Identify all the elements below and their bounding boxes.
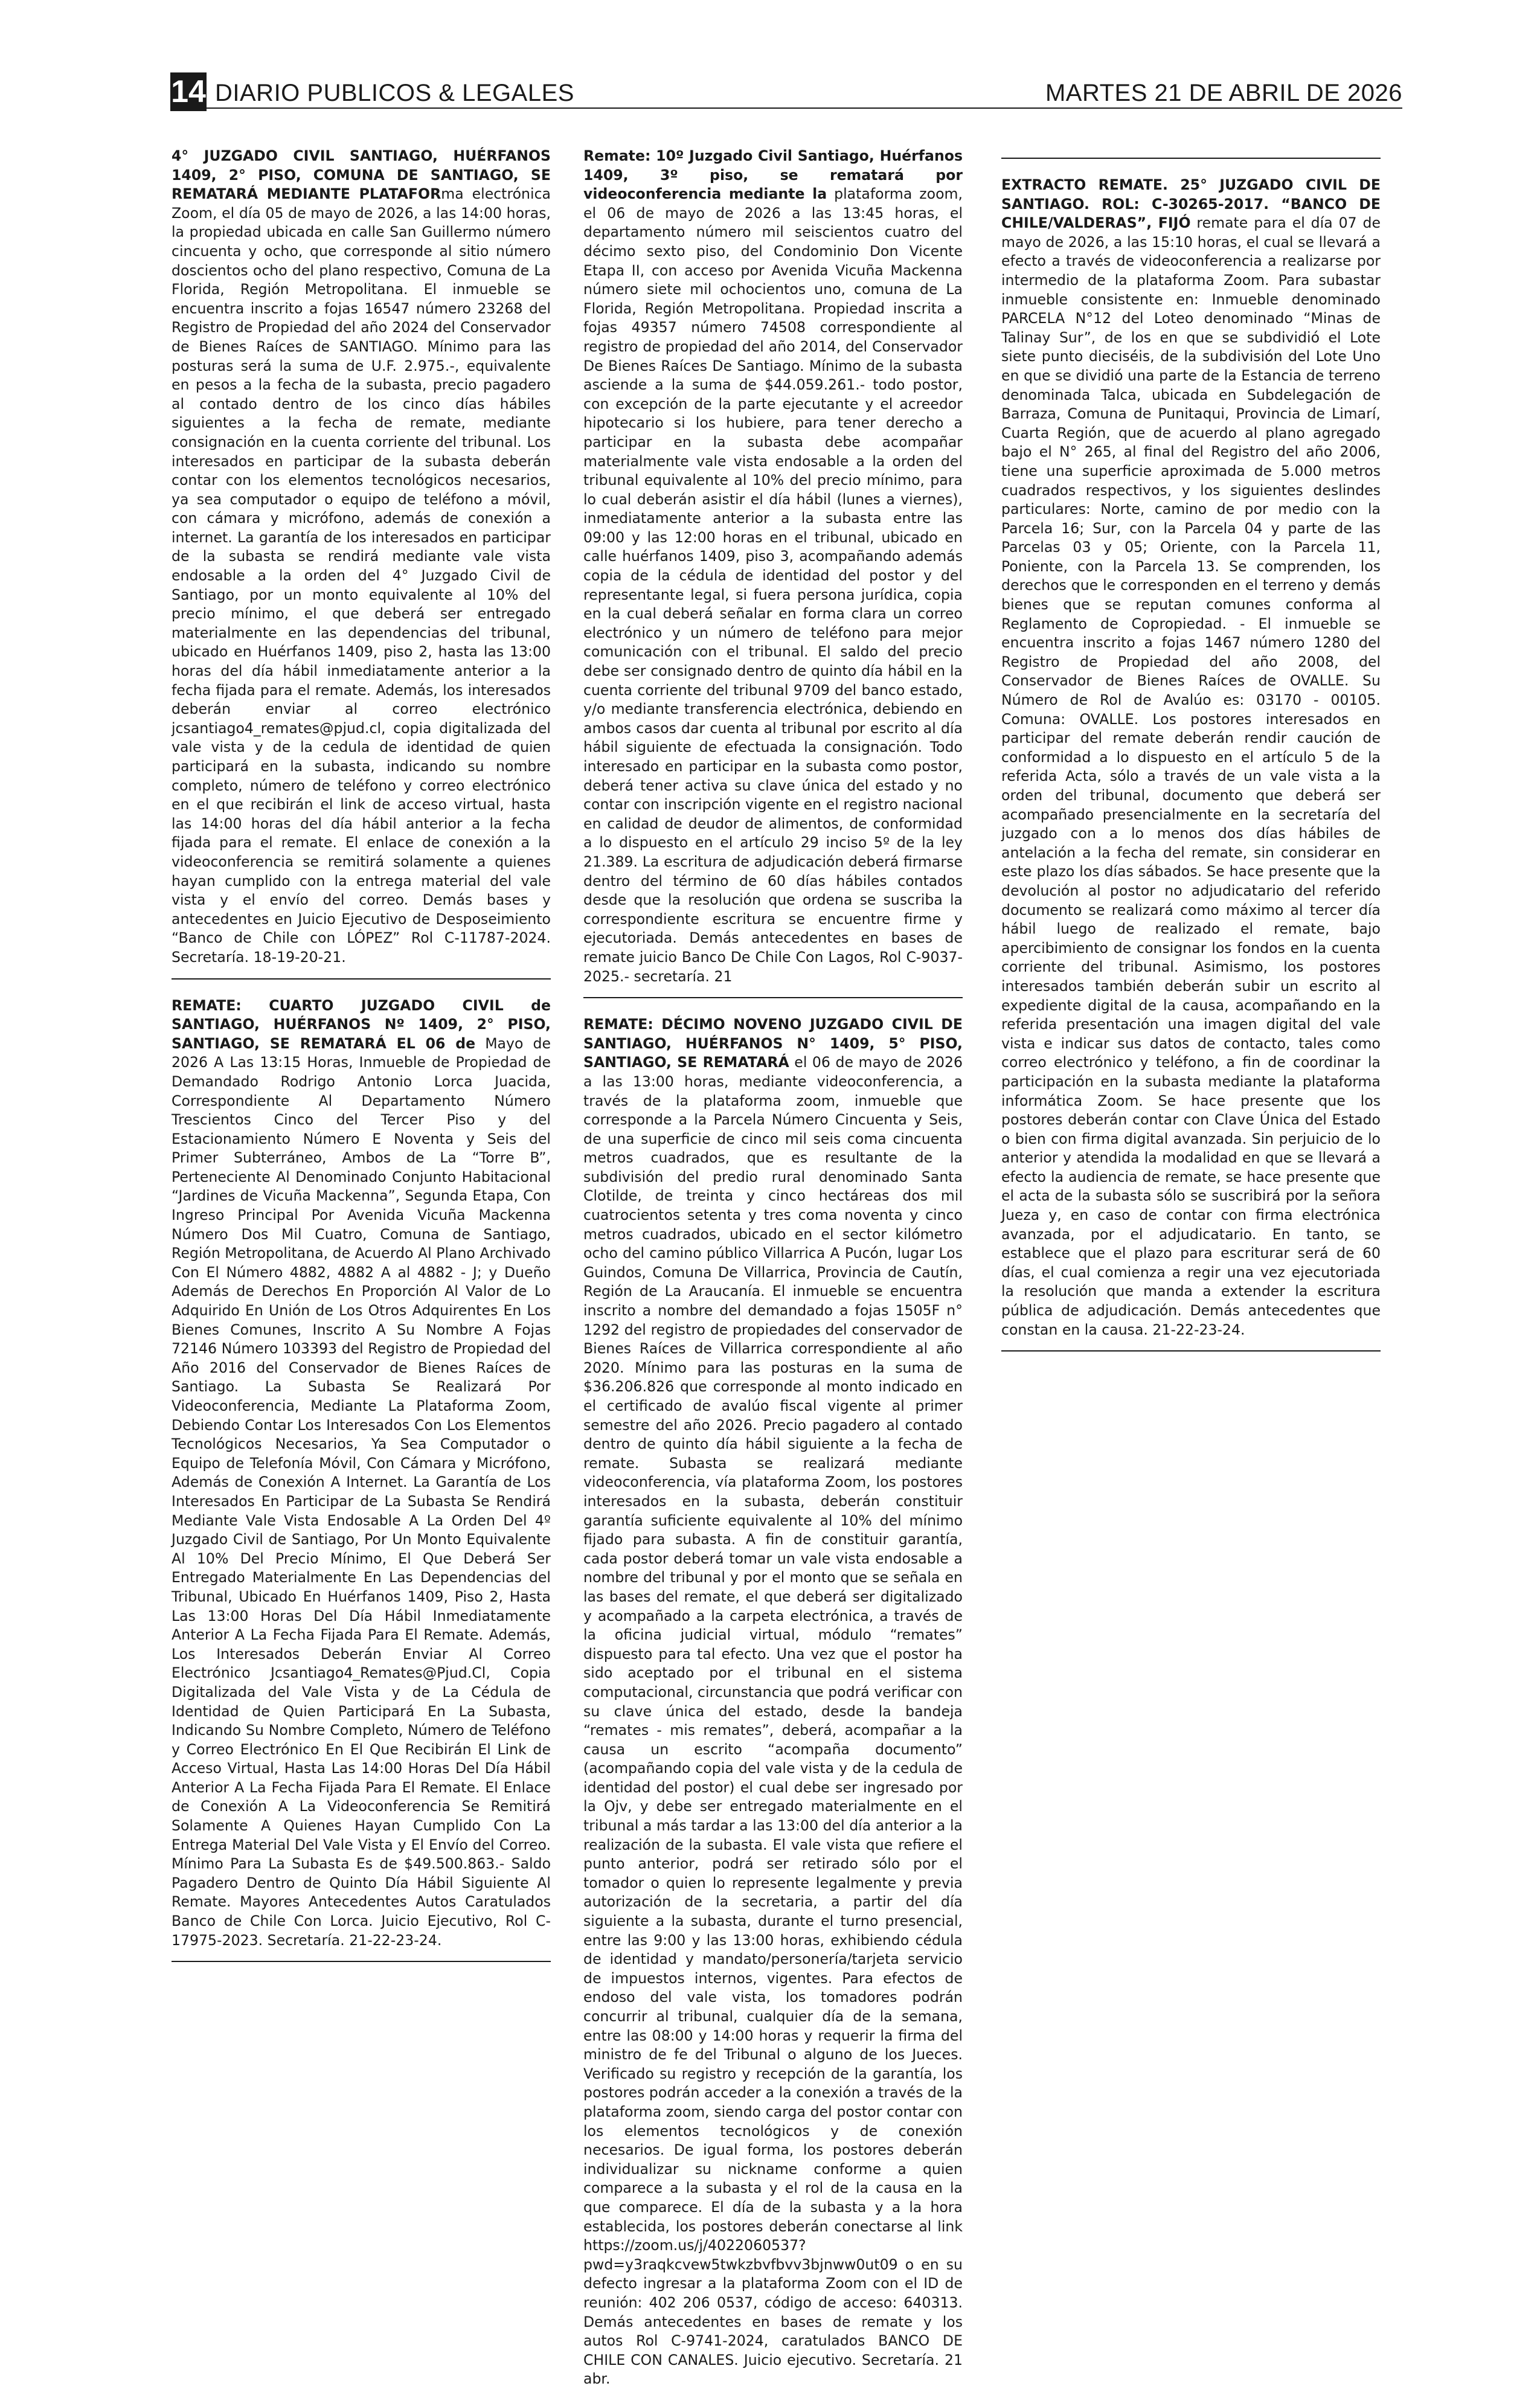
issue-date: MARTES 21 DE ABRIL DE 2026 bbox=[1045, 80, 1402, 106]
column-1 bbox=[172, 147, 551, 1979]
newspaper-name: DIARIO PUBLICOS & LEGALES bbox=[215, 80, 574, 106]
notice-heading: REMATE: DÉCIMO NOVENO JUZGADO CIVIL DE SANTIAGO, HUÉRFANOS N° 1409, 5° PISO, SANTIAGO, SE REMATARÁ bbox=[583, 1016, 963, 1071]
notice-heading: REMATE: CUARTO JUZGADO CIVIL de SANTIAGO, HUÉRFANOS Nº 1409, 2° PISO, SANTIAGO, SE REMATARÁ EL 06 de bbox=[172, 996, 551, 1052]
legal-notice bbox=[583, 147, 963, 986]
notice-heading: EXTRACTO REMATE. 25° JUZGADO CIVIL DE SANTIAGO. ROL: C-30265-2017. “BANCO DE CHILE/VALDERAS”, FIJÓ bbox=[1001, 176, 1381, 232]
column-2 bbox=[583, 147, 963, 2389]
legal-notice bbox=[172, 996, 551, 1951]
notice-body: plataforma zoom, el 06 de mayo de 2026 a las 13:45 horas, el departamento número mil seiscientos cuatro del décimo sexto piso, del Condominio Don Vicente Etapa II, con acceso por Avenida Vicuña Mackenna número siete mil ochocientos uno, comuna de La Florida, Región Metropolitana. Propiedad inscrita a fojas 49357 número 74508 correspondiente al registro de propiedad del año 2014, del Conservador De Bienes Raíces De Santiago. Mínimo de la subasta asciende a la suma de $44.059.261.- todo postor, con excepción de la parte ejecutante y el acreedor hipotecario si los hubiere, para tener derecho a participar en la subasta debe acompañar materialmente vale vista endosable a la orden del tribunal equivalente al 10% del precio mínimo, para lo cual deberán asistir el día hábil (lunes a viernes), inmediatamente anterior a la subasta entre las 09:00 y las 12:00 horas en el tribunal, ubicado en calle huérfanos 1409, piso 3, acompañando además copia de la cédula de identidad del postor y del representante legal, si fuera persona jurídica, copia en la cual deberá señalar en forma clara un correo electrónico y un número de teléfono para mejor comunicación con el tribunal. El saldo del precio debe ser consignado dentro de quinto día hábil en la cuenta corriente del tribunal 9709 del banco estado, y/o mediante transferencia electrónica, debiendo en ambos casos dar cuenta al tribunal por escrito al día hábil siguiente de efectuada la consignación. Todo interesado en participar en la subasta como postor, deberá tener activa su clave única del estado y no contar con inscripción vigente en el registro nacional en calidad de deudor de alimentos, de conformidad a lo dispuesto en el artículo 29 inciso 5º de la ley 21.389. La escritura de adjudicación deberá firmarse dentro del término de 60 días hábiles contados desde que la resolución que ordena se suscriba la correspondiente escritura se encuentre firme y ejecutoriada. Demás antecedentes en bases de remate juicio Banco De Chile Con Lagos, Rol C-9037-2025.- secretaría. 21 bbox=[583, 185, 963, 985]
notice-heading: Remate: 10º Juzgado Civil Santiago, Huérfanos 1409, 3º piso, se rematará por videoconferencia mediante la bbox=[583, 147, 963, 203]
notice-heading: 4° JUZGADO CIVIL SANTIAGO, HUÉRFANOS 1409, 2° PISO, COMUNA DE SANTIAGO, SE REMATARÁ MEDIANTE PLATAFOR bbox=[172, 147, 551, 203]
legal-notice bbox=[1001, 176, 1381, 1339]
notice-divider bbox=[172, 1961, 551, 1962]
notice-divider bbox=[583, 997, 963, 998]
legal-notice bbox=[172, 147, 551, 967]
legal-notice bbox=[583, 1015, 963, 2389]
column-3 bbox=[1001, 147, 1381, 1368]
notice-divider bbox=[1001, 1350, 1381, 1352]
page-number: 14 bbox=[170, 72, 207, 111]
notice-body: el 06 de mayo de 2026 a las 13:00 horas, mediante videoconferencia, a través de la plataforma zoom, inmueble que corresponde a la Parcela Número Cincuenta y Seis, de una superficie de cinco mil seis coma cincuenta metros cuadrados, que es resultante de la subdivisión del predio rural denominado Santa Clotilde, de treinta y cinco hectáreas dos mil cuatrocientos setenta y tres coma noventa y cinco metros cuadrados, ubicado en el sector kilómetro ocho del camino público Villarrica A Pucón, lugar Los Guindos, Comuna De Villarrica, Provincia de Cautín, Región de La Araucanía. El inmueble se encuentra inscrito a nombre del demandado a fojas 1505F n° 1292 del registro de propiedades del conservador de Bienes Raíces de Villarrica correspondiente al año 2020. Mínimo para las posturas en la suma de $36.206.826 que corresponde al monto indicado en el certificado de avalúo fiscal vigente al primer semestre del año 2026. Precio pagadero al contado dentro de quinto día hábil siguiente a la fecha de remate. Subasta se realizará mediante videoconferencia, vía plataforma Zoom, los postores interesados en la subasta, deberán constituir garantía suficiente equivalente al 10% del mínimo fijado para subasta. A fin de constituir garantía, cada postor deberá tomar un vale vista endosable a nombre del tribunal y por el monto que se señala en las bases del remate, el que deberá ser digitalizado y acompañado a la carpeta electrónica, a través de la oficina judicial virtual, módulo “remates” dispuesto para tal efecto. Una vez que el postor ha sido aceptado por el tribunal en el sistema computacional, circunstancia que podrá verificar con su clave única del estado, desde la bandeja “remates - mis remates”, deberá, acompañar a la causa un escrito “acompaña documento” (acompañando copia del vale vista y de la cedula de identidad del postor) el cual debe ser ingresado por la Ojv, y debe ser entregado materialmente en el tribunal a más tardar a las 13:00 del día anterior a la realización de la subasta. El vale vista que refiere el punto anterior, podrá ser retirado sólo por el tomador o quien lo represente legalmente y previa autorización de la secretaria, a partir del día siguiente a la subasta, durante el turno presencial, entre las 9:00 y las 13:00 horas, exhibiendo cédula de identidad y mandato/personería/tarjeta servicio de impuestos internos, vigentes. Para efectos de endoso del vale vista, los tomadores podrán concurrir al tribunal, cualquier día de la semana, entre las 08:00 y 14:00 horas y requerir la firma del ministro de fe del Tribunal o alguno de los Jueces. Verificado su registro y recepción de la garantía, los postores podrán acceder a la conexión a través de la plataforma zoom, siendo carga del postor contar con los elementos tecnológicos y de conexión necesarios. De igual forma, los postores deberán individualizar su nickname conforme a quien comparece a la subasta y el rol de la causa en la que comparece. El día de la subasta y a la hora establecida, los postores deberán conectarse al link https://zoom.us/j/4022060537?pwd=y3raqkcvew5twkzbvfbvv3bjnww0ut09 o en su defecto ingresar a la plataforma Zoom con el ID de reunión: 402 206 0537, código de acceso: 640313. Demás antecedentes en bases de remate y los autos Rol C-9741-2024, caratulados BANCO DE CHILE CON CANALES. Juicio ejecutivo. Secretaría. 21 abr. bbox=[583, 1054, 963, 2388]
notice-body: ma electrónica Zoom, el día 05 de mayo de 2026, a las 14:00 horas, la propiedad ubicada en calle San Guillermo número cincuenta y ocho, que corresponde al sitio número doscientos ocho del plano respectivo, Comuna de La Florida, Región Metropolitana. El inmueble se encuentra inscrito a fojas 16547 número 23268 del Registro de Propiedad del año 2024 del Conservador de Bienes Raíces de SANTIAGO. Mínimo para las posturas será la suma de U.F. 2.975.-, equivalente en pesos a la fecha de la subasta, precio pagadero al contado dentro de los cinco días hábiles siguientes a la fecha de remate, mediante consignación en la cuenta corriente del tribunal. Los interesados en participar de la subasta deberán contar con los elementos tecnológicos necesarios, ya sea computador o equipo de teléfono a móvil, con cámara y micrófono, además de conexión a internet. La garantía de los interesados en participar de la subasta se rendirá mediante vale vista endosable a la orden del 4° Juzgado Civil de Santiago, por un monto equivalente al 10% del precio mínimo, el que deberá ser entregado materialmente en las dependencias del tribunal, ubicado en Huérfanos 1409, piso 2, hasta las 13:00 horas del día hábil inmediatamente anterior a la fecha fijada para el remate. Además, los interesados deberán enviar al correo electrónico jcsantiago4_remates@pjud.cl, copia digitalizada del vale vista y de la cedula de identidad de quien participará en la subasta, indicando su nombre completo, número de teléfono y correo electrónico en el que recibirán el link de acceso virtual, hasta las 14:00 horas del día hábil anterior a la fecha fijada para el remate. El enlace de conexión a la videoconferencia se remitirá solamente a quienes hayan cumplido con la entrega material del vale vista y el envío del correo. Demás bases y antecedentes en Juicio Ejecutivo de Desposeimiento “Banco de Chile con LÓPEZ” Rol C-11787-2024. Secretaría. 18-19-20-21. bbox=[172, 185, 551, 966]
notice-body: Mayo de 2026 A Las 13:15 Horas, Inmueble de Propiedad de Demandado Rodrigo Antonio Lorca Juacida, Correspondiente Al Departamento Número Trescientos Cinco del Tercer Piso y del Estacionamiento Número E Noventa y Seis del Primer Subterráneo, Ambos de La “Torre B”, Perteneciente Al Denominado Conjunto Habitacional “Jardines de Vicuña Mackenna”, Segunda Etapa, Con Ingreso Principal Por Avenida Vicuña Mackenna Número Dos Mil Cuatro, Comuna de Santiago, Región Metropolitana, de Acuerdo Al Plano Archivado Con El Número 4882, 4882 A al 4882 - J; y Dueño Además de Derechos En Proporción Al Valor de Lo Adquirido En Unión de Los Otros Adquirentes En Los Bienes Comunes, Inscrito A Su Nombre A Fojas 72146 Número 103393 del Registro de Propiedad del Año 2016 del Conservador de Bienes Raíces de Santiago. La Subasta Se Realizará Por Videoconferencia, Mediante La Plataforma Zoom, Debiendo Contar Los Interesados Con Los Elementos Tecnológicos Necesarios, Ya Sea Computador o Equipo de Telefonía Móvil, Con Cámara y Micrófono, Además de Conexión A Internet. La Garantía de Los Interesados En Participar de La Subasta Se Rendirá Mediante Vale Vista Endosable A La Orden Del 4º Juzgado Civil de Santiago, Por Un Monto Equivalente Al 10% Del Precio Mínimo, El Que Deberá Ser Entregado Materialmente En Las Dependencias del Tribunal, Ubicado En Huérfanos 1409, Piso 2, Hasta Las 13:00 Horas Del Día Hábil Inmediatamente Anterior A La Fecha Fijada Para El Remate. Además, Los Interesados Deberán Enviar Al Correo Electrónico Jcsantiago4_Remates@Pjud.Cl, Copia Digitalizada del Vale Vista y de La Cédula de Identidad de Quien Participará En La Subasta, Indicando Su Nombre Completo, Número de Teléfono y Correo Electrónico En El Que Recibirán El Link de Acceso Virtual, Hasta Las 14:00 Horas Del Día Hábil Anterior A La Fecha Fijada Para El Remate. El Enlace de Conexión A La Videoconferencia Se Remitirá Solamente A Quienes Hayan Cumplido Con La Entrega Material Del Vale Vista y El Envío del Correo. Mínimo Para La Subasta Es de $49.500.863.- Saldo Pagadero Dentro de Quinto Día Hábil Siguiente Al Remate. Mayores Antecedentes Autos Caratulados Banco de Chile Con Lorca. Juicio Ejecutivo, Rol C-17975-2023. Secretaría. 21-22-23-24. bbox=[172, 1034, 551, 1949]
page-header bbox=[170, 72, 1402, 111]
notice-divider bbox=[1001, 158, 1381, 159]
notice-divider bbox=[172, 978, 551, 980]
notice-body: remate para el día 07 de mayo de 2026, a las 15:10 horas, el cual se llevará a efecto a través de videoconferencia a realizarse por intermedio de la plataforma Zoom. Para subastar inmueble consistente en: Inmueble denominado PARCELA N°12 del Loteo denominado “Minas de Talinay Sur”, de los en que se subdividió el Lote siete punto dieciséis, de la subdivisión del Lote Uno en que se dividió una parte de la Estancia de terreno denominada Talca, ubicada en Subdelegación de Barraza, Comuna de Punitaqui, Provincia de Limarí, Cuarta Región, que de acuerdo al plano agregado bajo el N° 265, al final del Registro del año 2006, tiene una superficie aproximada de 5.000 metros cuadrados respectivos, y los siguientes deslindes particulares: Norte, camino de por medio con la Parcela 16; Sur, con la Parcela 04 y parte de las Parcelas 03 y 05; Oriente, con la Parcela 11, Poniente, con la Parcela 13. Se comprenden, los derechos que le corresponden en el terreno y demás bienes que se reputan comunes conforma al Reglamento de Copropiedad. - El inmueble se encuentra inscrito a fojas 1467 número 1280 del Registro de Propiedad del año 2008, del Conservador de Bienes Raíces de OVALLE. Su Número de Rol de Avalúo es: 03170 - 00105. Comuna: OVALLE. Los postores interesados en participar del remate deberán rendir caución de conformidad a lo dispuesto en el artículo 5 de la referida Acta, sólo a través de un vale vista a la orden del tribunal, documento que deberá ser acompañado presencialmente en la secretaría del juzgado con a lo menos dos días hábiles de antelación a la fecha del remate, sin considerar en este plazo los días sábados. Se hace presente que la devolución al postor no adjudicatario del referido documento se realizará como máximo al tercer día hábil luego de realizado el remate, bajo apercibimiento de consignar los fondos en la cuenta corriente del tribunal. Asimismo, los postores interesados también deberán subir un escrito al expediente digital de la causa, acompañando en la referida presentación una imagen digital del vale vista e indicar sus datos de contacto, tales como correo electrónico y teléfono, a fin de coordinar la participación en la subasta mediante la plataforma informática Zoom. Se hace presente que los postores deberán contar con Clave Única del Estado o bien con firma digital avanzada. Sin perjuicio de lo anterior y atendida la modalidad en que se llevará a efecto la audiencia de remate, se hace presente que el acta de la subasta sólo se suscribirá por la señora Jueza y, en caso de contar con firma electrónica avanzada, por el adjudicatario. En tanto, se establece que el plazo para escriturar será de 60 días, el cual comienza a regir una vez ejecutoriada la resolución que manda a extender la escritura pública de adjudicación. Demás antecedentes que constan en la causa. 21-22-23-24. bbox=[1001, 214, 1381, 1338]
header-rule bbox=[207, 107, 1402, 109]
